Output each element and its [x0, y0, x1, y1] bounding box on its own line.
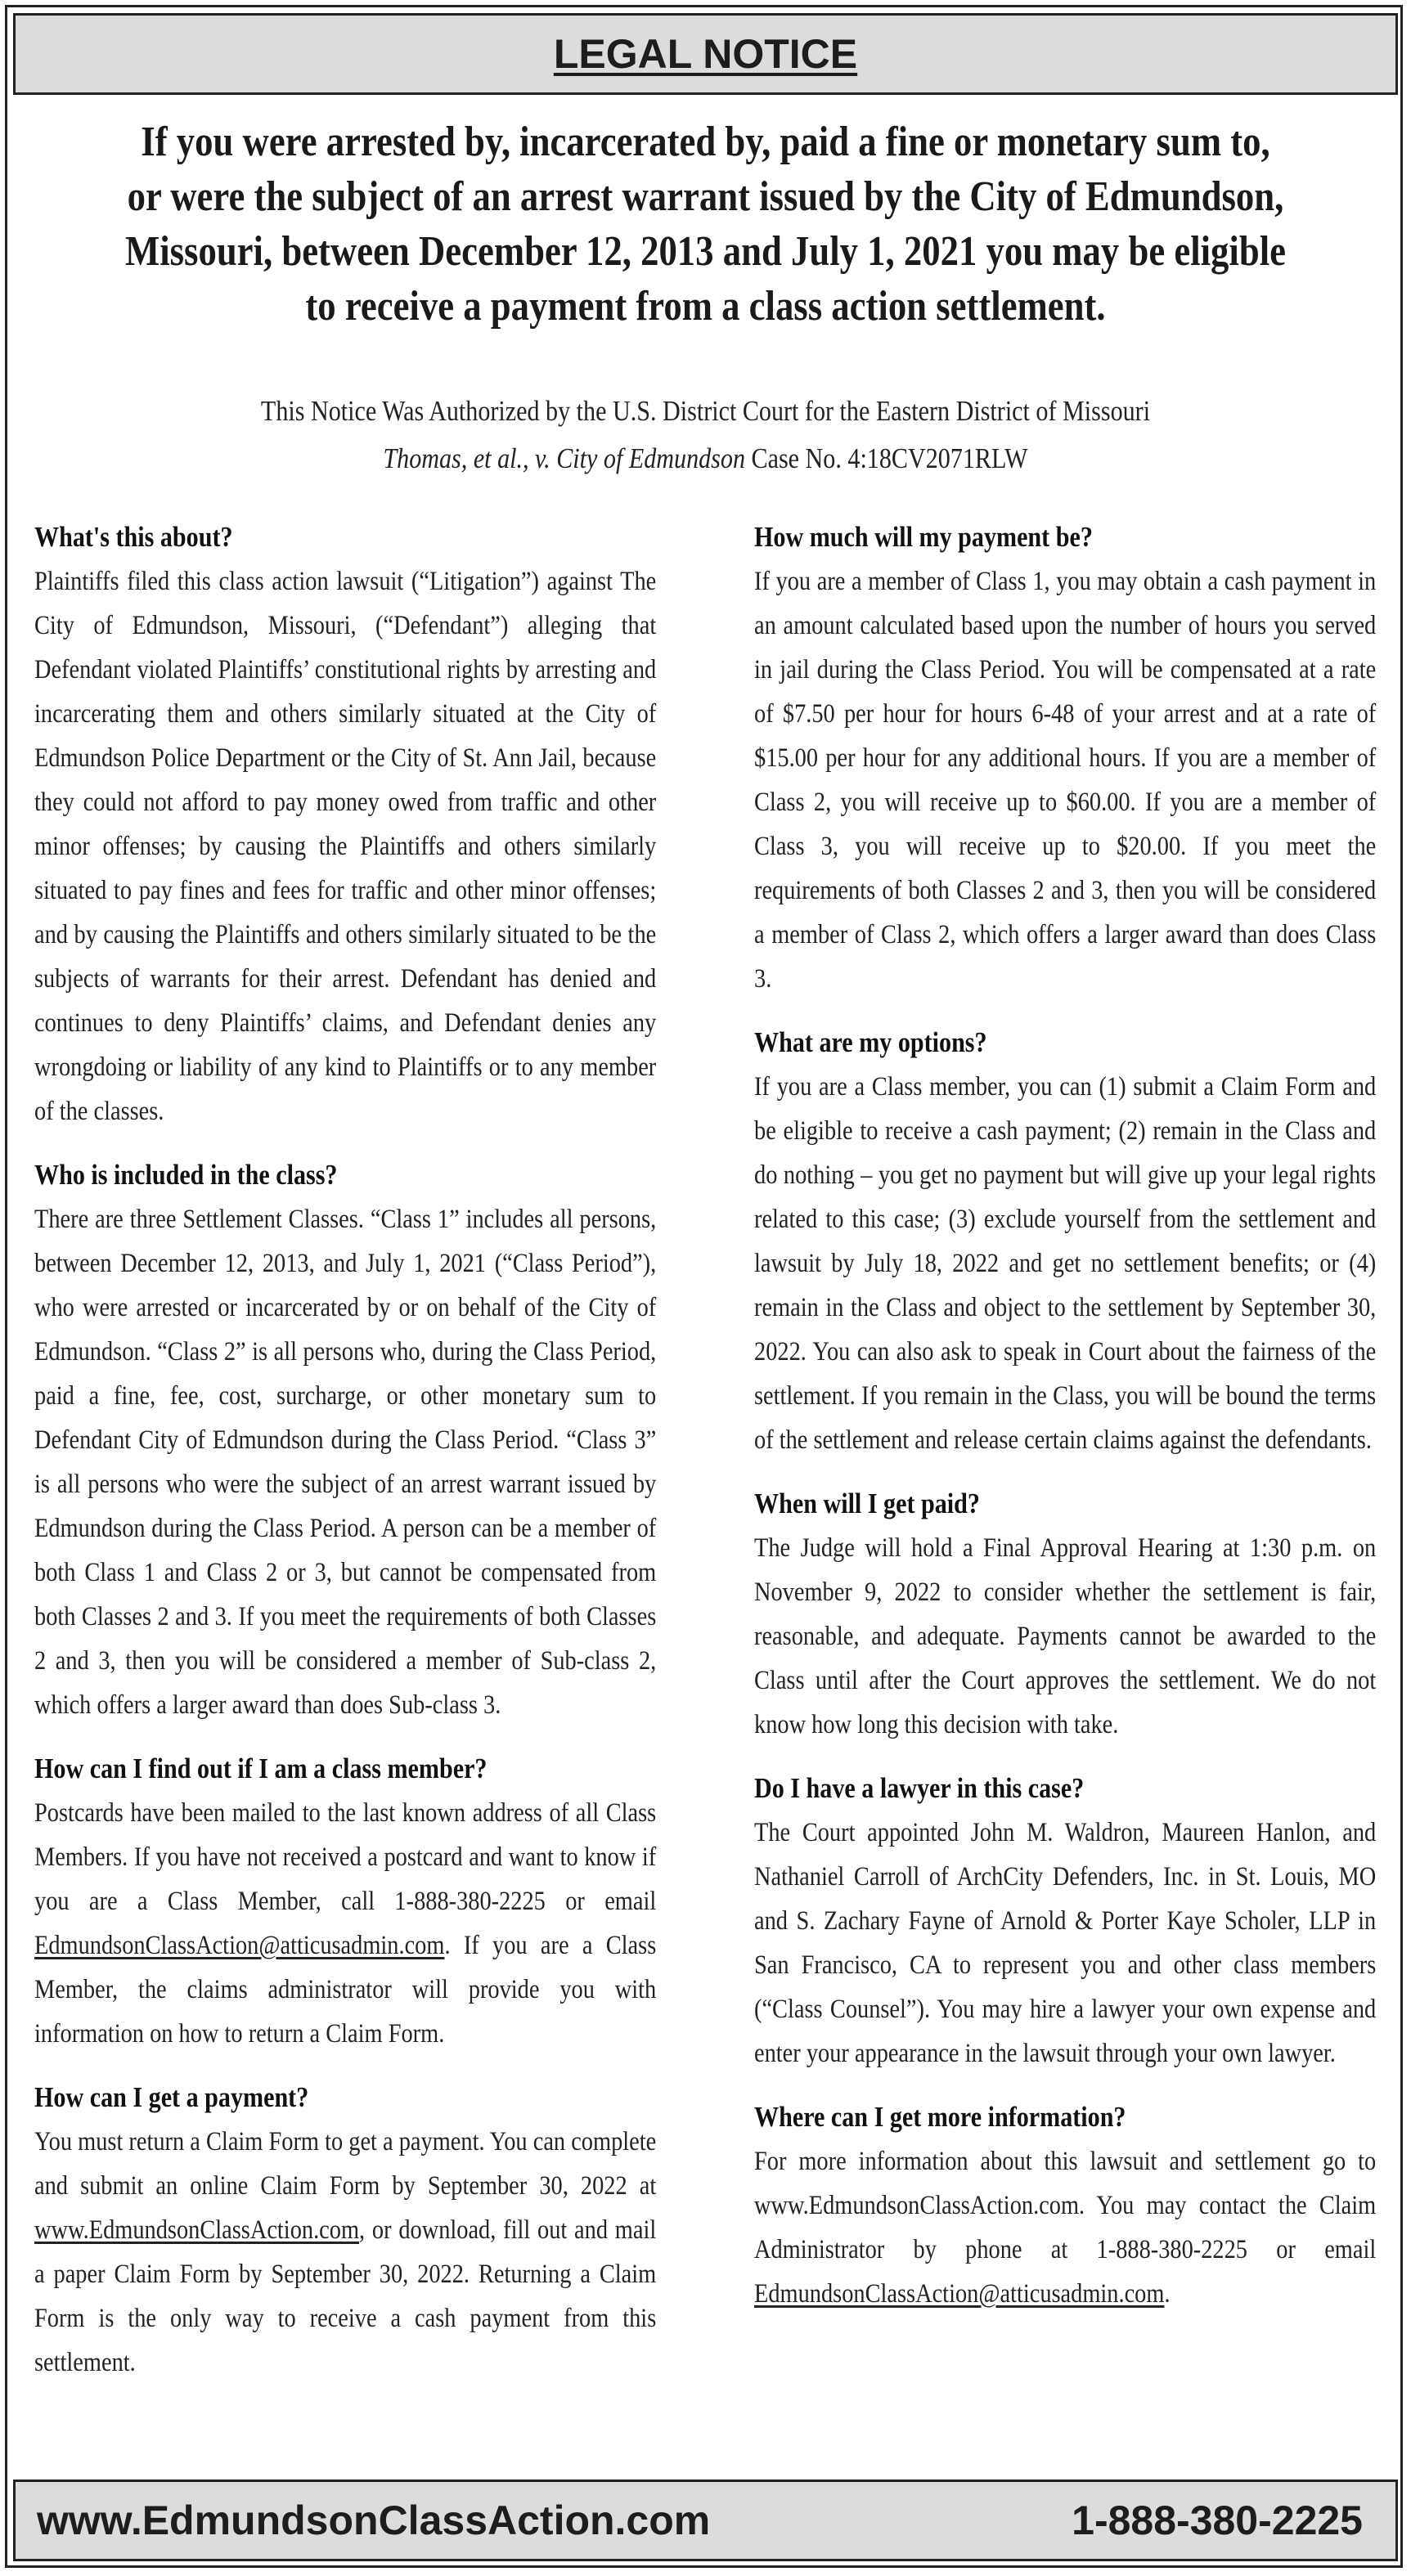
section-heading: Do I have a lawyer in this case? [754, 1772, 1085, 1804]
section-body: The Court appointed John M. Waldron, Maureen Hanlon, and Nathaniel Carroll of ArchCity Defenders, Inc. in St. Louis, MO and S. Zachary Fayne of Arnold & Porter Kaye Scholer, LLP in San Francisco, CA to represent you and other class members (“Class Counsel”). You may hire a lawyer your own expense and enter your appearance in the lawsuit through your own lawyer. [754, 1818, 1377, 2068]
section-body: If you are a Class member, you can (1) submit a Claim Form and be eligible to receive a cash payment; (2) remain in the Class and do nothing – you get no payment but will give up your legal rights related to this case; (3) exclude yourself from the settlement and lawsuit by July 18, 2022 and get no settlement benefits; or (4) remain in the Class and object to the settlement by September 30, 2022. You can also ask to speak in Court about the fairness of the settlement. If you remain in the Class, you will be bound the terms of the settlement and release certain claims against the defendants. [754, 1072, 1377, 1455]
body-text: For more information about this lawsuit and settlement go to www.EdmundsonClassAction.com. You may contact the Claim Administrator by phone at 1-888-380-2225 or email [754, 2147, 1377, 2264]
section-body: There are three Settlement Classes. “Class 1” includes all persons, between December 12, 2013, and July 1, 2021 (“Class Period”), who were arrested or incarcerated by or on behalf of the City of Edmundson. “Class 2” is all persons who, during the Class Period, paid a fine, fee, cost, surcharge, or other monetary sum to Defendant City of Edmundson during the Class Period. “Class 3” is all persons who were the subject of an arrest warrant issued by Edmundson during the Class Period. A person can be a member of both Class 1 and Class 2 or 3, but cannot be compensated from both Classes 2 and 3. If you meet the requirements of both Classes 2 and 3, then you will be considered a member of Sub-class 2, which offers a larger award than does Sub-class 3. [34, 1205, 657, 1720]
section-heading: Who is included in the class? [34, 1159, 338, 1191]
section-how-much [754, 515, 1376, 1001]
section-body: If you are a member of Class 1, you may obtain a cash payment in an amount calculated based upon the number of hours you served in jail during the Class Period. You will be compensated at a rate of $7.50 per hour for hours 6-48 of your arrest and at a rate of $15.00 per hour for any additional hours. If you are a member of Class 2, you will receive up to $60.00. If you are a member of Class 3, you will receive up to $20.00. If you meet the requirements of both Classes 2 and 3, then you will be considered a member of Class 2, which offers a larger award than does Class 3. [754, 567, 1377, 994]
section-options [754, 1021, 1376, 1462]
section-included [34, 1153, 656, 1727]
section-more-info [754, 2095, 1376, 2316]
right-column [754, 515, 1376, 2336]
authorization-line: This Notice Was Authorized by the U.S. District Court for the Eastern District of Missouri [260, 395, 1151, 427]
section-heading: Where can I get more information? [754, 2101, 1126, 2133]
court-authorization [120, 388, 1292, 482]
section-get-payment [34, 2076, 656, 2385]
section-heading: What are my options? [754, 1026, 987, 1058]
section-heading: What's this about? [34, 521, 233, 553]
body-text: Postcards have been mailed to the last known address of all Class Members. If you have not received a postcard and want to know if you are a Class Member, call 1-888-380-2225 or email [34, 1798, 657, 1916]
footer-phone[interactable]: 1-888-380-2225 [1072, 2497, 1363, 2543]
section-heading: How can I get a payment? [34, 2081, 309, 2113]
case-number: Case No. 4:18CV2071RLW [751, 442, 1028, 474]
section-class-member [34, 1747, 656, 2056]
section-heading: When will I get paid? [754, 1488, 980, 1519]
website-link[interactable]: www.EdmundsonClassAction.com [34, 2215, 360, 2245]
body-text: , or download, fill out and mail a paper Claim Form by September 30, 2022. Returning a Claim Form is the only way to receive a cash payment from this settlement. [34, 2215, 657, 2377]
section-body: Plaintiffs filed this class action lawsuit (“Litigation”) against The City of Edmundson, Missouri, (“Defendant”) alleging that Defendant violated Plaintiffs’ constitutional rights by arresting and incarcerating them and others similarly situated at the City of Edmundson Police Department or the City of St. Ann Jail, because they could not afford to pay money owed from traffic and other minor offenses; by causing the Plaintiffs and others similarly situated to pay fines and fees for traffic and other minor offenses; and by causing the Plaintiffs and others similarly situated to be the subjects of warrants for their arrest. Defendant has denied and continues to deny Plaintiffs’ claims, and Defendant denies any wrongdoing or liability of any kind to Plaintiffs or to any member of the classes. [34, 567, 657, 1126]
left-column [34, 515, 656, 2404]
footer-website[interactable]: www.EdmundsonClassAction.com [37, 2497, 711, 2543]
body-text: . [1164, 2279, 1171, 2309]
section-lawyer [754, 1766, 1376, 2076]
section-body: The Judge will hold a Final Approval Hearing at 1:30 p.m. on November 9, 2022 to consider whether the settlement is fair, reasonable, and adequate. Payments cannot be awarded to the Class until after the Court approves the settlement. We do not know how long this decision with take. [754, 1533, 1377, 1739]
body-text: You must return a Claim Form to get a payment. You can complete and submit an online Claim Form by September 30, 2022 at [34, 2127, 657, 2201]
section-about [34, 515, 656, 1133]
section-heading: How can I find out if I am a class member? [34, 1752, 488, 1784]
email-link[interactable]: EdmundsonClassAction@atticusadmin.com [34, 1931, 445, 1960]
section-get-paid [754, 1482, 1376, 1747]
headline: If you were arrested by, incarcerated by, paid a fine or monetary sum to, or were the subject of an arrest warrant issued by the City of Edmundson, Missouri, between December 12, 2013 and July 1, 2021 you may be eligible to receive a payment from a class action settlement. [125, 119, 1286, 330]
notice-title: LEGAL NOTICE [553, 31, 858, 77]
body-text: . If you are a Class Member, the claims administrator will provide you with information on how to return a Claim Form. [34, 1931, 657, 2049]
section-body [754, 2139, 1376, 2316]
email-link[interactable]: EdmundsonClassAction@atticusadmin.com [754, 2279, 1165, 2309]
case-caption [120, 435, 1292, 482]
section-body [34, 1791, 656, 2056]
section-body [34, 2120, 656, 2385]
footer-bar [13, 2480, 1398, 2561]
case-name: Thomas, et al., v. City of Edmundson [383, 442, 745, 474]
section-heading: How much will my payment be? [754, 521, 1093, 553]
title-bar [13, 13, 1398, 95]
